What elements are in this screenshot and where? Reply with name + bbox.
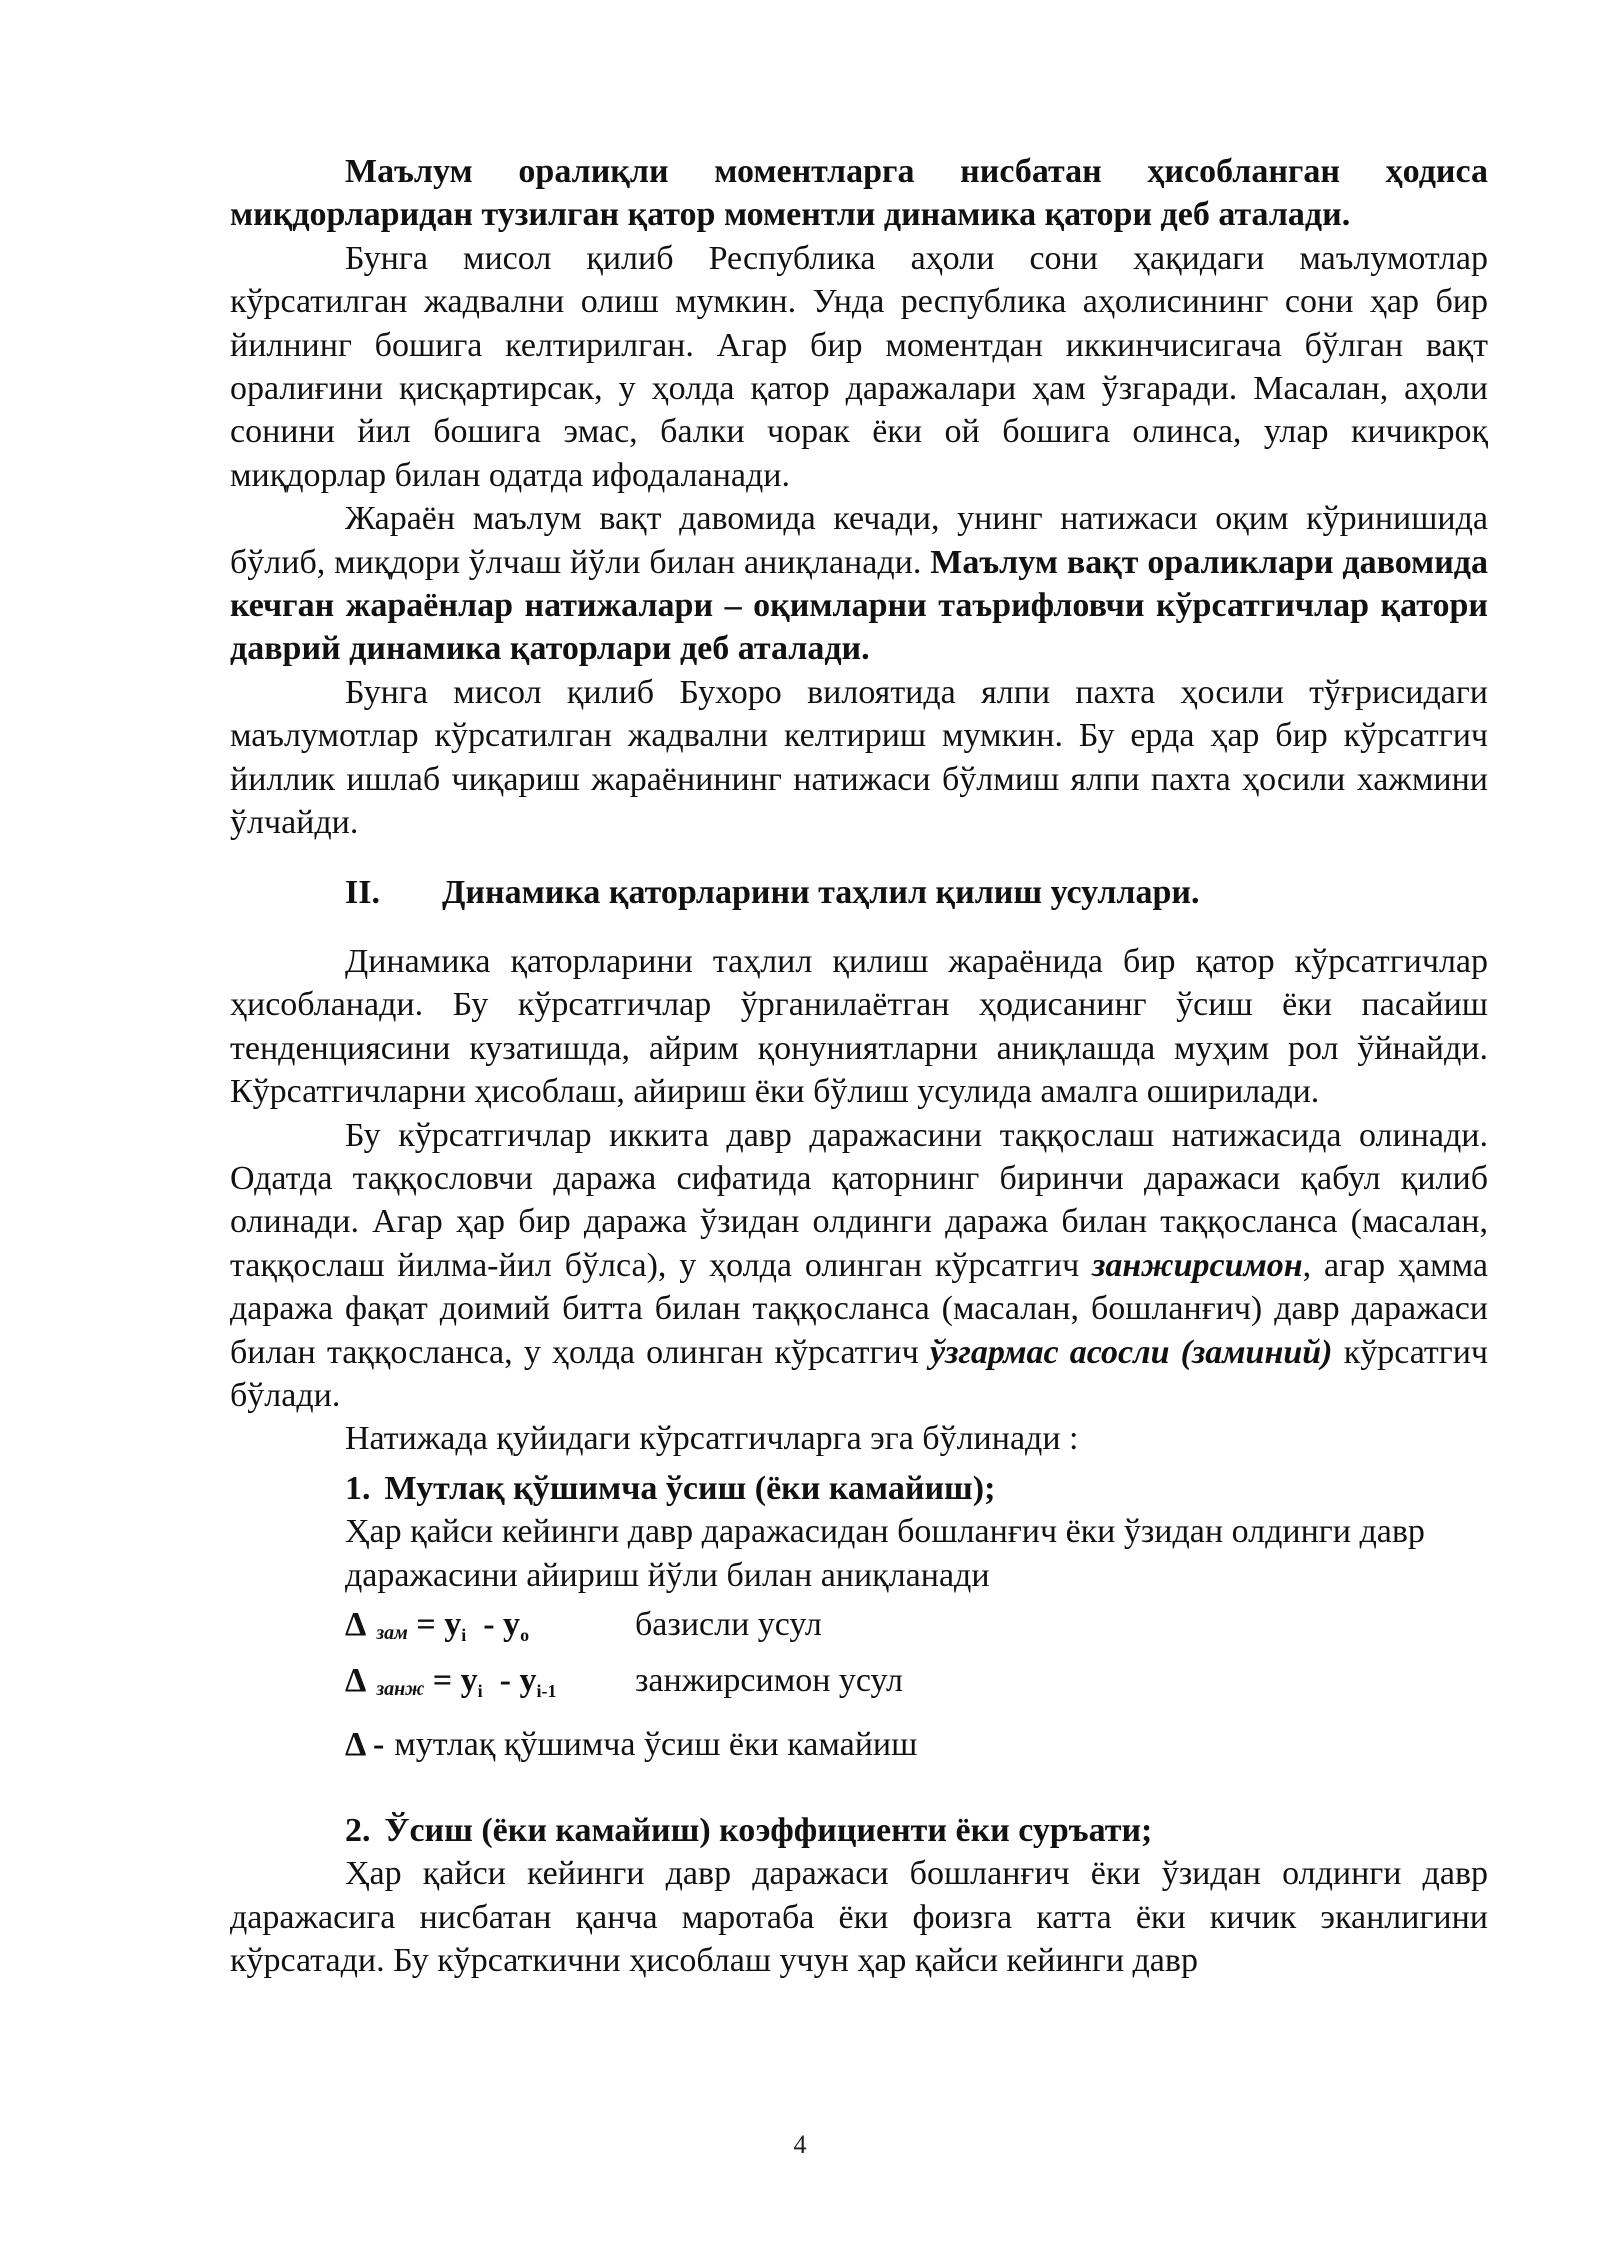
comparison-text-2: , агар ҳамма даража фақат доимий битта билан таққосланса (масалан, бошланғич) давр даражаси билан таққосланса, у ҳолда олинган кўрсатгич bbox=[230, 1246, 1488, 1371]
item-title: Мутлақ қўшимча ўсиш (ёки камайиш); bbox=[384, 1469, 996, 1507]
bold-definition: Маълум вақт ораликлари давомида кечган жараёнлар натижалари – оқимларни таърифловчи кўрсатгичлар қатори даврий динамика қаторлари деб аталади. bbox=[230, 543, 1489, 668]
subscript: зам bbox=[376, 1622, 408, 1644]
subscript: занж bbox=[376, 1678, 425, 1700]
item-number: 2. bbox=[345, 1812, 371, 1849]
index-last: i-1 bbox=[536, 1681, 557, 1701]
formula-expression bbox=[345, 1653, 635, 1719]
list-item-2-title bbox=[230, 1809, 1488, 1852]
page-number: 4 bbox=[793, 2130, 807, 2159]
index-i: i bbox=[461, 1625, 467, 1645]
paragraph-comparison bbox=[230, 1114, 1488, 1418]
section-title: Динамика қаторларини таҳлил қилиш усуллари. bbox=[442, 873, 1200, 911]
list-item-1-title bbox=[230, 1467, 1488, 1510]
index-i: i bbox=[477, 1681, 483, 1701]
delta-definition bbox=[230, 1717, 1488, 1773]
item-number: 1. bbox=[345, 1469, 371, 1507]
minus-y: - y bbox=[483, 1606, 521, 1643]
equals-y: = y bbox=[432, 1662, 478, 1699]
definition-text: мутлақ қўшимча ўсиш ёки камайиш bbox=[394, 1726, 918, 1763]
comparison-text-3: кўрсатгич бўлади. bbox=[230, 1333, 1489, 1414]
formula-label: базисли усул bbox=[635, 1606, 822, 1643]
paragraph-interval-series-definition bbox=[230, 497, 1488, 671]
list-item-2-description: Ҳар қайси кейинги давр даражаси бошланғич ёки ўзидан олдинги давр даражасига нисбатан қанча маротаба ёки фоизга катта ёки кичик эканлигини кўрсатади. Бу кўрсаткични ҳисоблаш учун ҳар қайси кейинги давр bbox=[230, 1855, 1488, 1980]
delta-symbol: Δ bbox=[345, 1662, 367, 1699]
section-heading bbox=[230, 871, 1488, 914]
formula-label: занжирсимон усул bbox=[635, 1662, 904, 1699]
minus-y: - y bbox=[499, 1662, 537, 1699]
delta-symbol: Δ bbox=[345, 1606, 367, 1643]
formula-chain bbox=[230, 1653, 1488, 1709]
delta-symbol: Δ - bbox=[345, 1726, 385, 1763]
paragraph-moment-series-definition bbox=[230, 150, 1488, 237]
list-item-1-description: Ҳар қайси кейинги давр даражасидан бошланғич ёки ўзидан олдинги давр даражасини айириш йўли билан аниқланади bbox=[345, 1513, 1425, 1594]
paragraph-analysis-intro: Динамика қаторларини таҳлил қилиш жараёнида бир қатор кўрсатгичлар ҳисобланади. Бу кўрсатгичлар ўрганилаётган ҳодисанинг ўсиш ёки пасайиш тенденциясини кузатишда, айрим қонуниятларни аниқлашда муҳим рол ўйнайди. Кўрсатгичларни ҳисоблаш, айириш ёки бўлиш усулида амалга оширилади. bbox=[230, 942, 1488, 1111]
process-text: Жараён маълум вақт давомида кечади, унинг натижаси оқим кўринишида бўлиб, миқдори ўлчаш йўли билан аниқланади. bbox=[230, 500, 1488, 581]
paragraph-cotton-example: Бунга мисол қилиб Бухоро вилоятида ялпи пахта ҳосили тўғрисидаги маълумотлар кўрсатилган жадвални келтириш мумкин. Бу ерда ҳар бир кўрсатгич йиллик ишлаб чиқариш жараёнининг натижаси бўлмиш ялпи пахта ҳосили хажмини ўлчайди. bbox=[230, 673, 1488, 842]
equals-y: = y bbox=[416, 1606, 462, 1643]
term-base: ўзгармас асосли (заминий) bbox=[930, 1333, 1333, 1371]
item-title: Ўсиш (ёки камайиш) коэффициенти ёки суръати; bbox=[384, 1812, 1153, 1849]
comparison-text-1: Бу кўрсатгичлар иккита давр даражасини таққослаш натижасида олинади. Одатда таққословчи даража сифатида қаторнинг биринчи даражаси қабул қилиб олинади. Агар ҳар бир даража ўзидан олдинги даража билан таққосланса (масалан, таққослаш йилма-йил бўлса), у ҳолда олинган кўрсатгич bbox=[230, 1116, 1488, 1284]
formula-base bbox=[230, 1597, 1488, 1653]
term-chain: занжирсимон bbox=[1092, 1246, 1303, 1284]
index-last: o bbox=[520, 1625, 530, 1645]
paragraph-population-example: Бунга мисол қилиб Республика аҳоли сони ҳақидаги маълумотлар кўрсатилган жадвални олиш мумкин. Унда республика аҳолисининг сони ҳар бир йилнинг бошига келтирилган. Агар бир моментдан иккинчисигача бўлган вақт оралиғини қисқартирсак, у ҳолда қатор даражалари ҳам ўзгаради. Масалан, аҳоли сонини йил бошига эмас, балки чорак ёки ой бошига олинса, улар кичикроқ миқдорлар билан одатда ифодаланади. bbox=[230, 239, 1488, 494]
section-number: II. bbox=[345, 873, 380, 911]
paragraph-result: Натижада қуйидаги кўрсатгичларга эга бўлинади : bbox=[345, 1420, 1079, 1458]
document-page bbox=[230, 150, 1488, 1983]
bold-definition: Маълум оралиқли моментларга нисбатан ҳисобланган ҳодиса миқдорларидан тузилган қатор моментли динамика қатори деб аталади. bbox=[230, 153, 1488, 234]
